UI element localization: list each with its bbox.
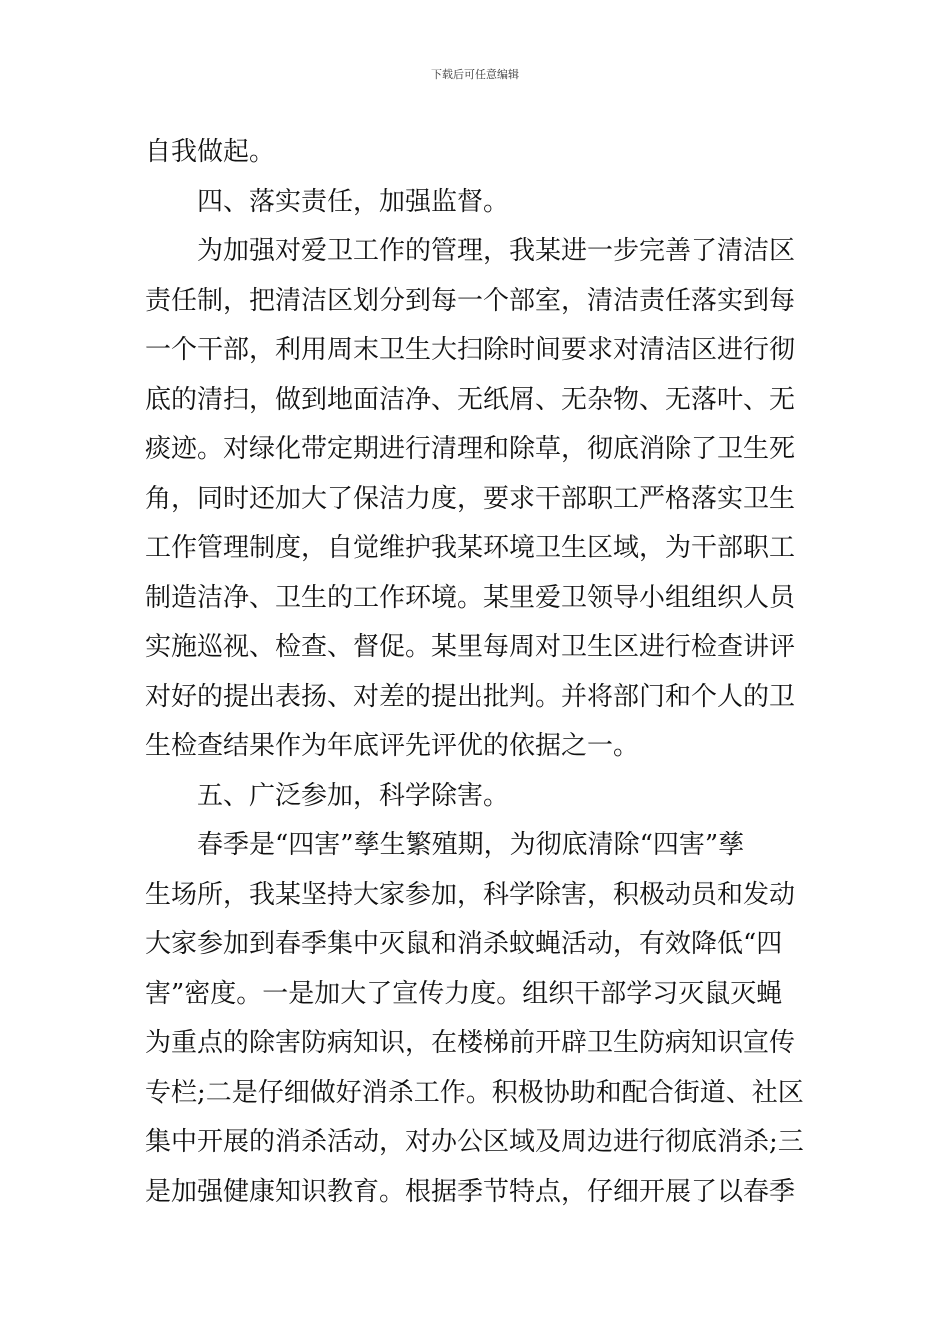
text-line: 角，同时还加大了保洁力度，要求干部职工严格落实卫生: [145, 483, 796, 514]
text-line: 五、广泛参加，科学除害。: [197, 780, 510, 811]
text-line: 制造洁净、卫生的工作环境。某里爱卫领导小组组织人员: [145, 582, 796, 613]
text-line: 实施巡视、检查、督促。某里每周对卫生区进行检查讲评: [145, 632, 796, 662]
page-header: 下载后可任意编辑: [431, 68, 519, 81]
text-line: 底的清扫，做到地面洁净、无纸屑、无杂物、无落叶、无: [145, 384, 796, 415]
text-line: 为重点的除害防病知识，在楼梯前开辟卫生防病知识宣传: [145, 1028, 796, 1058]
text-line: 痰迹。对绿化带定期进行清理和除草，彻底消除了卫生死: [145, 434, 796, 464]
text-line: 责任制，把清洁区划分到每一个部室，清洁责任落实到每: [145, 285, 796, 316]
text-line: 是加强健康知识教育。根据季节特点，仔细开展了以春季: [145, 1176, 796, 1207]
text-line: 工作管理制度，自觉维护我某环境卫生区域，为干部职工: [145, 533, 796, 563]
document-body: [145, 128, 807, 1217]
text-line: 春季是“四害”孳生繁殖期，为彻底清除“四害”孳: [197, 830, 745, 860]
text-line: 自我做起。: [145, 137, 276, 167]
text-line: 一个干部，利用周末卫生大扫除时间要求对清洁区进行彻: [145, 335, 796, 365]
text-line: 集中开展的消杀活动，对办公区域及周边进行彻底消杀;三: [145, 1127, 804, 1157]
text-line: 生场所，我某坚持大家参加，科学除害，积极动员和发动: [145, 879, 796, 910]
text-line: 生检查结果作为年底评先评优的依据之一。: [145, 731, 640, 761]
text-line: 四、落实责任，加强监督。: [197, 186, 510, 217]
text-line: 大家参加到春季集中灭鼠和消杀蚊蝇活动，有效降低“四: [145, 929, 783, 959]
text-line: 害”密度。一是加大了宣传力度。组织干部学习灭鼠灭蝇: [145, 978, 783, 1009]
text-line: 专栏;二是仔细做好消杀工作。积极协助和配合街道、社区: [145, 1077, 804, 1108]
text-line: 对好的提出表扬、对差的提出批判。并将部门和个人的卫: [145, 681, 796, 712]
text-line: 为加强对爱卫工作的管理，我某进一步完善了清洁区: [197, 236, 796, 266]
